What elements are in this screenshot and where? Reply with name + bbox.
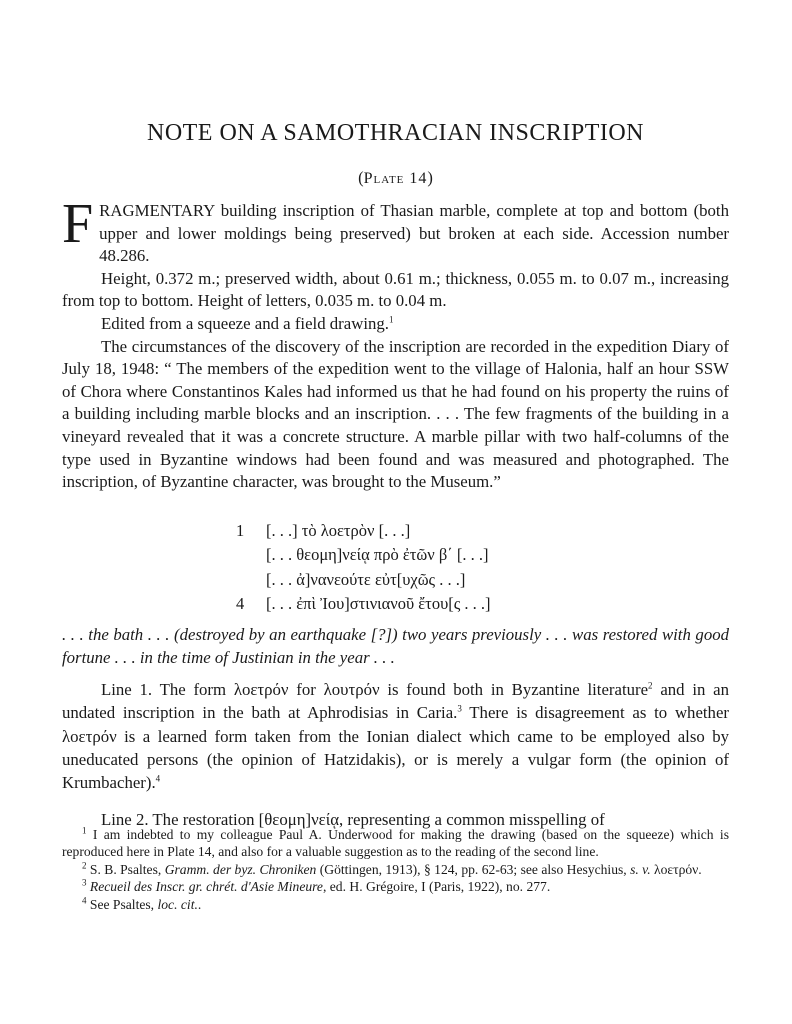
commentary	[62, 678, 729, 794]
footnote-ref-1: 1	[388, 314, 394, 325]
plate-label: Plate 14	[363, 170, 428, 187]
footnote-1: $^1$ I am indebted to my colleague Paul A. Underwood for making the drawing (based on the squeeze) which is reproduced here in Plate 14, and also for a valuable suggestion as to the reading of the second line.	[62, 825, 729, 860]
plate-reference: (Plate 14)	[358, 168, 433, 187]
footnotes	[62, 826, 729, 913]
translation: . . . the bath . . . (destroyed by an earthquake [?]) two years previously . . . was restored with good fortune . . . in the time of Justinian in the year . . .	[62, 625, 729, 667]
paragraph-edited: Edited from a squeeze and a field drawing.$^1$	[101, 313, 394, 333]
footnote-3: $^3$ Recueil des Inscr. gr. chrét. d'Asie Mineure, ed. H. Grégoire, I (Paris, 1922), no. 277.	[82, 877, 551, 895]
page	[62, 0, 729, 1024]
page-title: NOTE ON A SAMOTHRACIAN INSCRIPTION	[146, 120, 645, 146]
paragraph-description: FRAGMENTARY building inscription of Thasian marble, complete at top and bottom (both upper and lower moldings being preserved) but broken at each side. Accession number 48.286.	[62, 193, 729, 266]
footnote-ref-2: 2	[648, 680, 653, 691]
inscription-line: [. . . ἀ]νανεούτε εὐτ[υχῶς . . .]	[266, 569, 466, 589]
footnote-2: $^2$ S. B. Psaltes, Gramm. der byz. Chroniken (Göttingen, 1913), § 124, pp. 62-63; see also Hesychius, s. v. λοετρόν.	[82, 860, 702, 877]
intro-text	[62, 193, 729, 494]
commentary-line-2: Line 2. The restoration [θεομη]νείᾳ, representing a common misspelling of	[101, 809, 605, 829]
inscription-line: 1 [. . .] τὸ λοετρὸν [. . .]	[236, 521, 411, 540]
inscription-line: [. . . θεομη]νείᾳ πρὸ ἐτῶν β΄ [. . .]	[266, 545, 489, 565]
paragraph-circumstances: The circumstances of the discovery of the inscription are recorded in the expedition Diary of July 18, 1948: “ The members of the expedition went to the village of Halonia, half an hour SSW of Chora where Constantinos Kales had informed us that he had found on his property the ruins of a building including marble blocks and an inscription. . . . The few fragments of the building in a vineyard revealed that it was a concrete structure. A marble pillar with two half-columns of the type used in Byzantine windows had been found and was measured and photographed. The inscription, of Byzantine character, was brought to the Museum.”	[62, 336, 729, 492]
footnote-ref-3: 3	[457, 703, 462, 714]
drop-cap: F	[62, 193, 94, 255]
paragraph-dimensions: Height, 0.372 m.; preserved width, about 0.61 m.; thickness, 0.055 m. to 0.07 m., increasing from top to bottom. Height of letters, 0.035 m. to 0.04 m.	[62, 268, 729, 311]
footnote-4: $^4$ See Psaltes, loc. cit..	[82, 895, 202, 912]
commentary-line-1: Line 1. The form λοετρόν for λουτρόν is found both in Byzantine literature$^2$ and in an undated inscription in the bath at Aphrodisias in Caria.$^3$ There is disagreement as to whether λοετρόν is a learned form taken from the Ionian dialect which came to be employed also by uneducated persons (the opinion of Hatzidakis), or is merely a vulgar form (the opinion of Krumbacher).$^4$	[62, 680, 729, 793]
footnote-ref-4: 4	[155, 773, 161, 784]
inscription-line: 4 [. . . ἐπὶ Ἰου]στινιανοῦ ἔτου[ς . . .]	[236, 594, 491, 614]
inscription-text	[236, 519, 491, 617]
